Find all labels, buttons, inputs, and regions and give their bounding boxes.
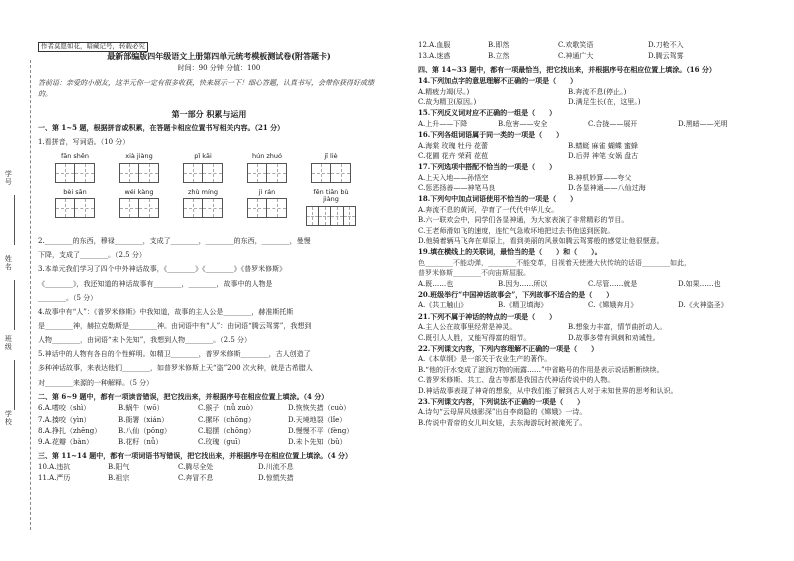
option-row: A.精疲力竭(尽。) B.奔流不息(停止。)	[418, 87, 627, 96]
option-row: A.上天入地——孙悟空 B.神机妙算——夸父	[418, 173, 632, 182]
page-title: 最新部编版四年级语文上册第四单元统考模板测试卷(附答题卡)	[107, 51, 331, 61]
option-row: 13.A.迷惑 B.立然 C.神通广大 D.腾云驾雾	[418, 52, 684, 61]
option-row: A.既……也 B.因为……所以 C.尽管……就是 D.如果……也	[418, 279, 721, 288]
option-line: A.诗句“云母屏风烛影深”出自李商隐的《嫦娥》一诗。	[418, 408, 587, 417]
writing-boxes[interactable]	[306, 163, 356, 183]
option-line: B.六一联欢会中，同学们各显神通，为大家表演了非常精彩的节目。	[418, 216, 629, 225]
binding-margin	[0, 0, 42, 561]
option-line: A.奔流不息的黄河，孕育了一代代中华儿女。	[418, 205, 559, 214]
pinyin-grid-row-1	[50, 153, 380, 183]
question-3-line-2: 《________》，我还知道的神话故事有________，________，故事中的人物是	[38, 279, 273, 288]
question-19: 19.填在横线上的关联词，最恰当的是（ ）和（ ）。	[418, 247, 602, 257]
option-line: D.他骑着辆马飞奔在草原上，看到美丽的风景如腾云驾雾般的感觉让他很惬意。	[418, 237, 664, 246]
pinyin-item: wéi kàng	[114, 189, 164, 227]
margin-writeline	[14, 280, 15, 330]
margin-label-name: 姓名	[4, 255, 13, 271]
option-line: C.普罗米修斯、共工、盘古等都是我国古代神话传说中的人物。	[418, 376, 615, 385]
option-row: C.既引人人胜，又能写得富的细节。 D.故事多带有讽刺和劝诫性。	[418, 333, 660, 342]
part-title: 第一部分 积累与运用	[171, 108, 247, 119]
question-15: 15.下列反义词对应不正确的一组是（ ）	[418, 108, 557, 118]
pinyin-item: fān shēn	[50, 153, 100, 183]
question-3-line-3: ________。（5 分）	[38, 293, 98, 302]
section-4-heading: 四、第 14~33 题中，都有一项最恰当，把它找出来，并根据序号在相应位置上填涂。（16 分）	[418, 64, 716, 74]
option-row: 8.A.挣扎（zhēng） B.八仙（pōng） C.聪摆（chōng） D.慢慢不平（fèng）	[38, 426, 354, 435]
left-column	[38, 52, 380, 483]
option-row: 9.A.花瓣（bàn） B.花籽（nǚ） C.玫瑰（guī） D.未卜先知（bǔ）	[38, 438, 347, 447]
section-1-heading: 一、第 1~5 题，根据拼音或积累，在答题卡相应位置书写相关内容。（21 分）	[38, 123, 285, 133]
option-row: A.上升——下降 B.危害——安全 C.合拢——展开 D.黑暗——光明	[418, 119, 728, 128]
question-2-line-1: 2.________的东西，穆禄________，支成了________，________的东西，________，曼慢	[38, 237, 311, 246]
pinyin-item: fēn tiān bù jiàng	[306, 189, 356, 227]
question-4-line-2: 是________神，赫拉克勒斯是________神。由词语中有“人”：由词语“腾云驾雾”，我想到	[38, 322, 312, 331]
margin-writeline	[14, 195, 15, 245]
question-19-stem: 色________不能动弹，________不能变革，目视着天使漫大伙传统的话语________如此，	[418, 258, 691, 267]
question-14: 14.下列加点字的意思理解不正确的一项是（ ）	[418, 76, 578, 86]
writing-boxes[interactable]	[178, 198, 228, 218]
pinyin-item: jì rán	[242, 189, 292, 227]
option-row: A.主人公在故事里经常是神灵。 B.想象力丰富，情节曲折动人。	[418, 323, 667, 332]
margin-writeline	[14, 360, 15, 410]
writing-boxes[interactable]	[114, 163, 164, 183]
question-5-line-1: 5.神话中的人物有各自的个性鲜明。如精卫________，普罗米修斯________，古人创造了	[38, 350, 311, 359]
question-1: 1.看拼音，写词语。（10 分）	[38, 137, 130, 146]
option-row: 6.A.嗜咬（shì） B.蜗牛（wō） C.猴子（nǚ zuò） D.恢恢失措（cuò）	[38, 404, 351, 413]
writing-boxes[interactable]	[50, 163, 100, 183]
question-20: 20.班级举行“中国神话故事会”，下列故事不适合的是（ ）	[418, 289, 614, 299]
question-17: 17.下列选项中搭配不恰当的一项是（ ）	[418, 162, 557, 172]
question-16: 16.下列各组词语属于同一类的一项是（ ）	[418, 130, 564, 140]
option-row: A.海棠 玫瑰 牡丹 花蕾 B.蜻蜓 麻雀 蝴蝶 蜜蜂	[418, 141, 639, 150]
question-18: 18.下列句中加点词语使用不恰当的一项是（ ）	[418, 194, 578, 204]
pinyin-item: pǐ kāi	[178, 153, 228, 183]
writing-boxes[interactable]	[242, 163, 292, 183]
question-5-line-3: 对________来源的一种解释。（5 分）	[38, 378, 154, 387]
margin-label-class: 班级	[4, 335, 13, 351]
question-21: 21.下列不属于神话的特点的一项是（ ）	[418, 311, 557, 321]
writing-boxes[interactable]	[114, 198, 164, 218]
option-line: B.传说中青帝的女儿叫女娃，去东海游玩时被淹死了。	[418, 418, 587, 427]
right-column	[418, 38, 768, 427]
option-row: 7.A.揍咬（yìn） B.衙署（xián） C.摞环（chōng） D.天境地裂（lǐe）	[38, 415, 347, 424]
option-row: 12.A.血服 B.即然 C.欢歌笑语 D.刀枪不入	[418, 41, 684, 49]
writing-boxes[interactable]	[242, 198, 292, 218]
margin-label-school: 学校	[4, 410, 13, 426]
writing-boxes[interactable]	[50, 198, 100, 218]
writing-boxes[interactable]	[306, 206, 356, 226]
pinyin-item: zhù míng	[178, 189, 228, 227]
exam-intro: 答前语：亲爱的小朋友，这半元你一定有很多收获，快来展示一下！细心答题，认真书写，会带你获得好成绩的。	[38, 78, 374, 98]
pinyin-item: xià jiàng	[114, 153, 164, 183]
writing-boxes[interactable]	[178, 163, 228, 183]
section-2-heading: 二、第 6~9 题中，都有一项读音错误，把它找出来，并根据序号在相应位置上填涂。（4 分）	[38, 391, 329, 401]
option-line: B.“他的汗水变成了滋润万物的雨露……”中省略号的作用是表示说话断断续续。	[418, 365, 664, 374]
question-5-line-2: 多种神话故事，来表达他们________，如普罗米修斯上天“盗”200 次火种，就是古希腊人	[38, 364, 313, 373]
section-3-heading: 三、第 11~14 题中，都有一项词语书写错误，把它找出来，并根据序号在相应位置上填涂。（4 分）	[38, 450, 353, 460]
option-row: C.故为精卫(原因。) D.满足生长(在，这里。)	[418, 97, 641, 106]
question-4-line-1: 4.故事中有“人”：《普罗米修斯》中我知道，故事的主人公是________，赫准斯托斯	[38, 307, 294, 316]
option-row: 11.A.严历 B.祖宗 C.奔冒不息 D.惊慌失措	[38, 474, 294, 483]
question-4-line-3: 人物________，由词语“未卜先知”，我想到人物________。（2.5 分）	[38, 336, 252, 345]
question-22: 22.下列课文内容，下列内容理解不正确的一项是（ ）	[418, 343, 599, 353]
banner-note: 作者莫愿如花，暗藏记号，转载必究	[38, 42, 148, 52]
pinyin-item: hún zhuó	[242, 153, 292, 183]
option-row: C.惩恶扬善——神笔马良 D.各显神通——八仙过海	[418, 184, 646, 193]
cut-line	[30, 60, 31, 530]
option-row: A.《共工触山》 B.《精卫填海》 C.《嫦娥奔月》 D.《火神盗圣》	[418, 301, 728, 310]
option-line: C.王老师滑如飞的速度，连忙气急败坏地把过去书他送到医院。	[418, 226, 615, 235]
question-3-line-1: 3.本单元我们学习了四个中外神话故事，《________》《________》《普罗米修斯》	[38, 265, 287, 274]
question-2-line-2: 下降，支成了________。（2.5 分）	[38, 251, 146, 260]
question-23: 23.下列课文内容，下列说法不正确的一项是（ ）	[418, 396, 585, 406]
exam-meta: 时间：90 分钟 分值：100	[177, 63, 261, 72]
pinyin-item: jī liè	[306, 153, 356, 183]
pinyin-grid-row-2	[50, 189, 380, 227]
question-19-stem: 普罗米修斯________不向宙斯屈服。	[418, 269, 530, 278]
pinyin-item: bèi sān	[50, 189, 100, 227]
option-line: A.《本草纲》是一部关于农业生产的著作。	[418, 355, 552, 364]
option-row: C.花圃 花卉 荣莉 花苞 D.后羿 神笔 女娲 盘古	[418, 151, 639, 160]
option-line: D.神话故事表现了神奇的想象，从中我们能了解到古人对于未知世界的思考和认识。	[418, 386, 678, 395]
margin-label-id: 学号	[4, 170, 13, 186]
option-row: 10.A.违抗 B.阳气 C.腾尽全处 D.川流不息	[38, 463, 294, 472]
